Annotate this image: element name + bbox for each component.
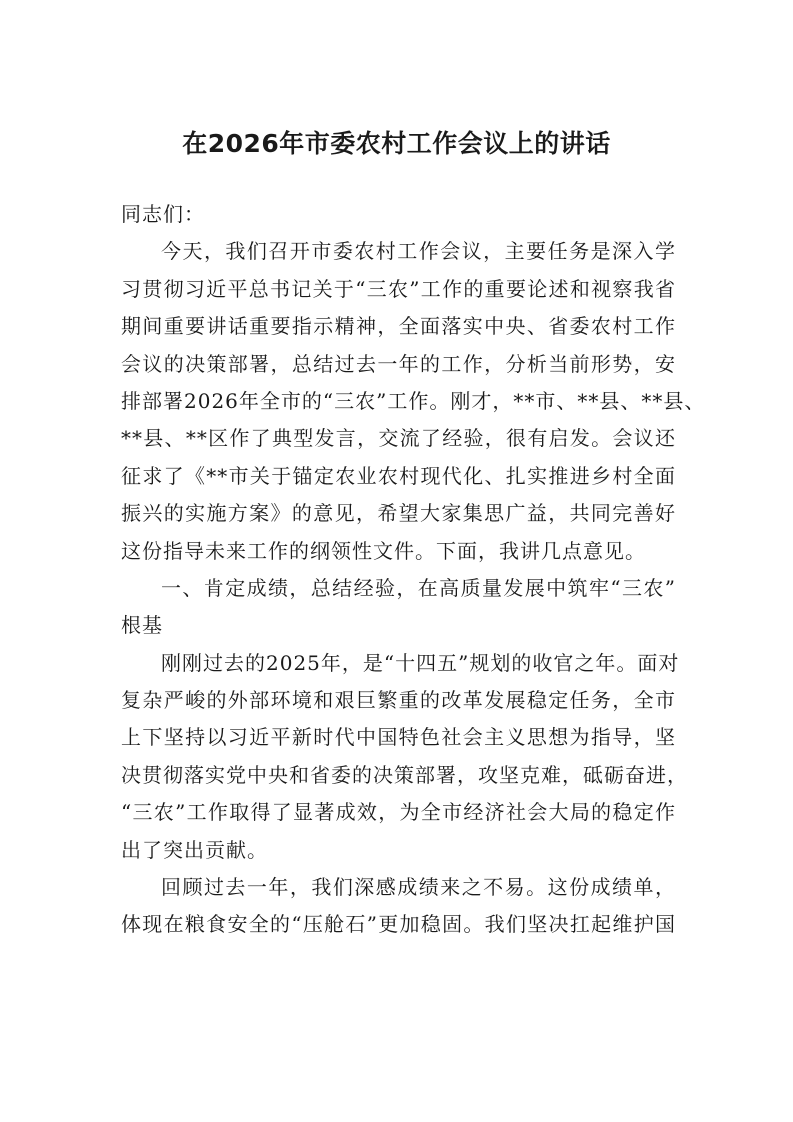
paragraph-line: 振兴的实施方案》的意见，希望大家集思广益，共同完善好 [121, 501, 676, 526]
paragraph-line: 复杂严峻的外部环境和艰巨繁重的改革发展稳定任务，全市 [121, 688, 676, 713]
paragraph-line: 征求了《**市关于锚定农业农村现代化、扎实推进乡村全面 [121, 463, 676, 488]
paragraph-line: 今天，我们召开市委农村工作会议，主要任务是深入学 [161, 239, 676, 264]
paragraph-line: 刚刚过去的2025年，是“十四五”规划的收官之年。面对 [161, 650, 680, 675]
paragraph-line: 期间重要讲话重要指示精神，全面落实中央、省委农村工作 [121, 314, 676, 339]
paragraph-line: 回顾过去一年，我们深感成绩来之不易。这份成绩单， [161, 875, 676, 900]
paragraph-line: 习贯彻习近平总书记关于“三农”工作的重要论述和视察我省 [121, 276, 676, 301]
paragraph-line: 会议的决策部署，总结过去一年的工作，分析当前形势，安 [121, 351, 676, 376]
paragraph-line: 体现在粮食安全的“压舱石”更加稳固。我们坚决扛起维护国 [121, 912, 676, 937]
paragraph-line: 上下坚持以习近平新时代中国特色社会主义思想为指导，坚 [121, 725, 676, 750]
paragraph-line: “三农”工作取得了显著成效，为全市经济社会大局的稳定作 [121, 800, 676, 825]
paragraph-line: 这份指导未来工作的纲领性文件。下面，我讲几点意见。 [121, 538, 646, 563]
section-heading-line: 一、肯定成绩，总结经验，在高质量发展中筑牢“三农” [161, 575, 676, 600]
paragraph-line: 决贯彻落实党中央和省委的决策部署，攻坚克难，砥砺奋进， [121, 762, 688, 787]
section-heading-line: 根基 [121, 613, 163, 638]
paragraph-line: **县、**区作了典型发言，交流了经验，很有启发。会议还 [121, 426, 676, 451]
paragraph-line: 排部署2026年全市的“三农”工作。刚才，**市、**县、**县、 [121, 388, 706, 413]
document-title: 在2026年市委农村工作会议上的讲话 [182, 129, 611, 158]
salutation: 同志们： [121, 202, 205, 226]
document-body [121, 196, 706, 944]
paragraph-line: 出了突出贡献。 [121, 837, 268, 862]
